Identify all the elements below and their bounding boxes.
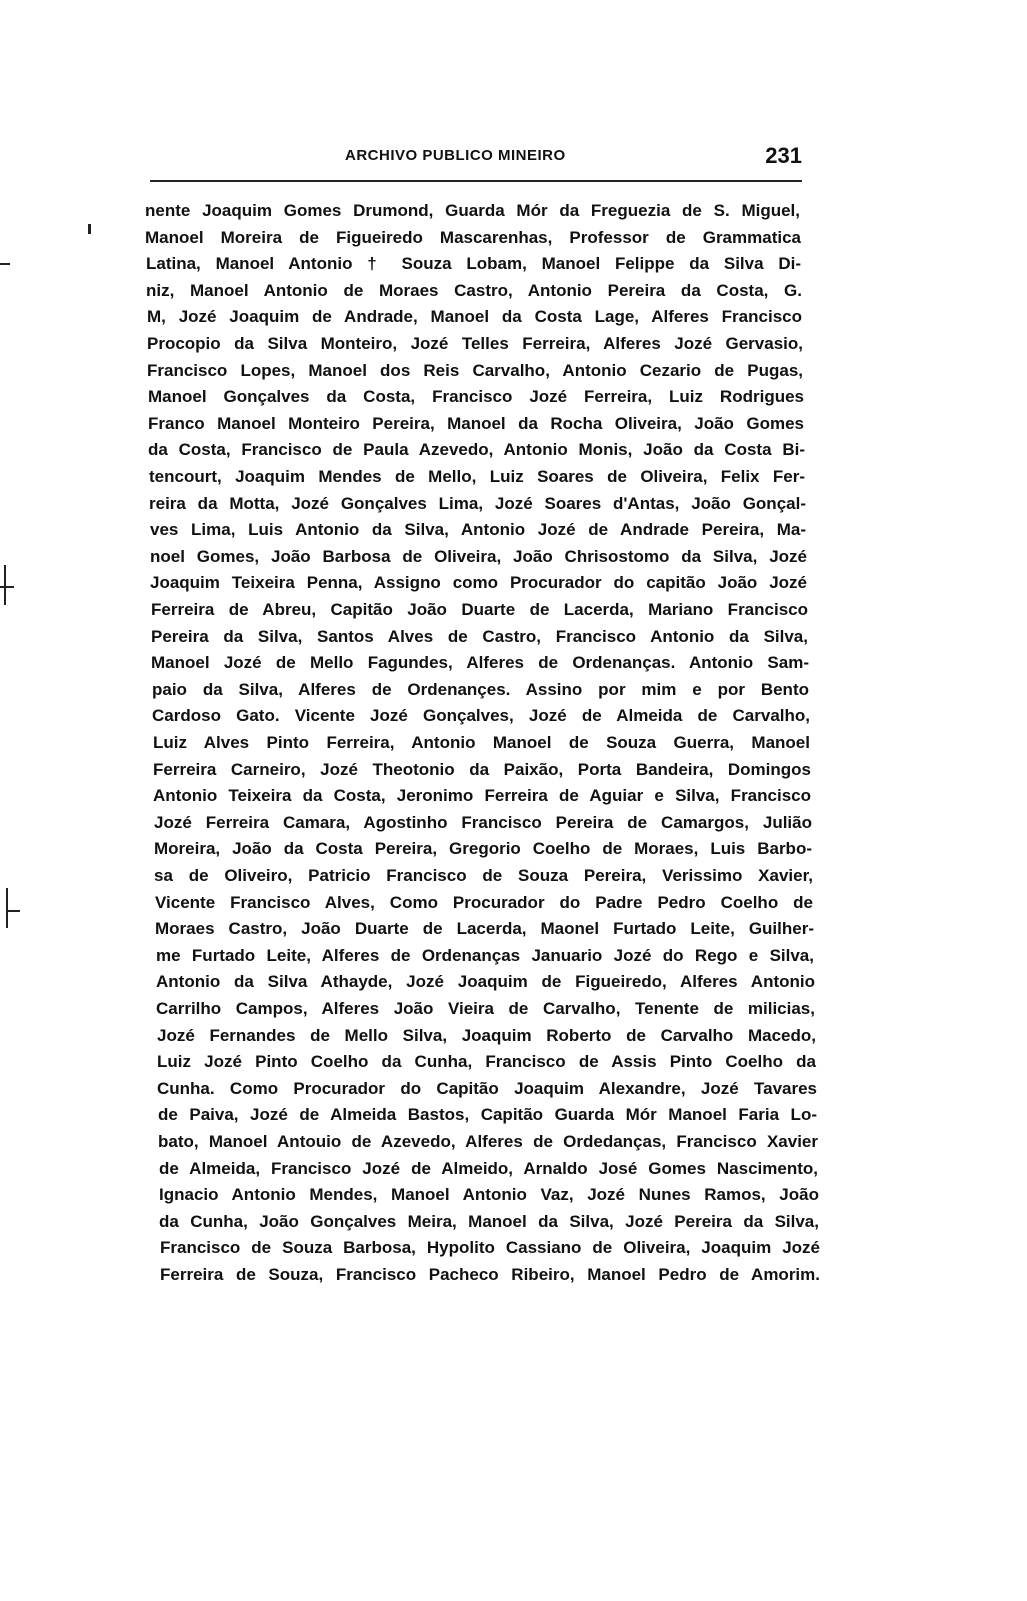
text-line: Ferreira de Souza, Francisco Pacheco Ribeiro, Manoel Pedro de Amorim. [160,1265,820,1284]
text-line: sa de Oliveiro, Patricio Francisco de Souza Pereira, Verissimo Xavier, [154,866,813,885]
text-line: M, Jozé Joaquim de Andrade, Manoel da Costa Lage, Alferes Francisco [147,307,802,327]
text-line: tencourt, Joaquim Mendes de Mello, Luiz Soares de Oliveira, Felix Fer- [149,467,805,486]
text-line: da Cunha, João Gonçalves Meira, Manoel da Silva, Jozé Pereira da Silva, [159,1211,819,1231]
text-line: ves Lima, Luis Antonio da Silva, Antonio Jozé de Andrade Pereira, Ma- [150,520,806,540]
text-line: Carrilho Campos, Alferes João Vieira de Carvalho, Tenente de milicias, [156,999,815,1018]
text-line: nente Joaquim Gomes Drumond, Guarda Mór da Freguezia de S. Miguel, [145,201,800,220]
text-line: Antonio da Silva Athayde, Jozé Joaquim de Figueiredo, Alferes Antonio [156,972,815,992]
text-line: Vicente Francisco Alves, Como Procurador do Padre Pedro Coelho de [155,892,813,912]
text-line: Moreira, João da Costa Pereira, Gregorio Coelho de Moraes, Luis Barbo- [154,839,812,859]
running-title: ARCHIVO PUBLICO MINEIRO [345,147,566,164]
text-line: da Costa, Francisco de Paula Azevedo, Antonio Monis, João da Costa Bi- [148,440,805,460]
text-line: Cunha. Como Procurador do Capitão Joaquim Alexandre, Jozé Tavares [157,1078,817,1098]
margin-mark [6,888,8,928]
text-line: Cardoso Gato. Vicente Jozé Gonçalves, Jozé de Almeida de Carvalho, [152,706,810,726]
text-line: Procopio da Silva Monteiro, Jozé Telles Ferreira, Alferes Jozé Gervasio, [147,334,803,353]
text-line: reira da Motta, Jozé Gonçalves Lima, Jozé Soares d'Antas, João Gonçal- [149,493,806,513]
text-line: Latina, Manoel Antonio † Souza Lobam, Manoel Felippe da Silva Di- [146,254,801,274]
text-line: Ferreira Carneiro, Jozé Theotonio da Paixão, Porta Bandeira, Domingos [153,759,811,779]
margin-mark [6,910,20,912]
text-line: Manoel Moreira de Figueiredo Mascarenhas, Professor de Grammatica [145,227,801,247]
margin-mark [88,224,91,234]
text-line: Jozé Fernandes de Mello Silva, Joaquim Roberto de Carvalho Macedo, [157,1025,816,1045]
text-line: niz, Manoel Antonio de Moraes Castro, Antonio Pereira da Costa, G. [146,280,802,300]
header-rule [150,180,802,182]
margin-mark [0,586,14,588]
text-line: Ferreira de Abreu, Capitão João Duarte de Lacerda, Mariano Francisco [151,600,808,619]
text-line: paio da Silva, Alferes de Ordenançes. Assino por mim e por Bento [152,679,809,699]
text-line: Manoel Jozé de Mello Fagundes, Alferes de Ordenanças. Antonio Sam- [151,653,809,673]
text-line: Jozé Ferreira Camara, Agostinho Francisco Pereira de Camargos, Julião [154,812,812,832]
text-line: Francisco Lopes, Manoel dos Reis Carvalho, Antonio Cezario de Pugas, [147,360,803,380]
text-line: Pereira da Silva, Santos Alves de Castro, Francisco Antonio da Silva, [151,626,808,646]
margin-mark [4,565,6,605]
text-line: Joaquim Teixeira Penna, Assigno como Procurador do capitão João Jozé [150,573,807,593]
margin-mark [0,263,10,265]
text-line: me Furtado Leite, Alferes de Ordenanças Januario Jozé do Rego e Silva, [156,945,814,965]
text-line: Moraes Castro, João Duarte de Lacerda, Maonel Furtado Leite, Guilher- [155,919,814,939]
page-header [150,143,802,179]
text-line: Francisco de Souza Barbosa, Hypolito Cassiano de Oliveira, Joaquim Jozé [160,1238,820,1258]
text-line: de Paiva, Jozé de Almeida Bastos, Capitão Guarda Mór Manoel Faria Lo- [158,1105,817,1125]
text-line: noel Gomes, João Barbosa de Oliveira, João Chrisostomo da Silva, Jozé [150,546,807,566]
text-line: Franco Manoel Monteiro Pereira, Manoel da Rocha Oliveira, João Gomes [148,413,804,433]
text-line: Luiz Jozé Pinto Coelho da Cunha, Francisco de Assis Pinto Coelho da [157,1052,816,1072]
text-line: Manoel Gonçalves da Costa, Francisco Jozé Ferreira, Luiz Rodrigues [148,387,804,407]
text-line: Ignacio Antonio Mendes, Manoel Antonio Vaz, Jozé Nunes Ramos, João [159,1185,819,1205]
text-line: bato, Manoel Antouio de Azevedo, Alferes de Ordedanças, Francisco Xavier [158,1132,818,1151]
text-line: Antonio Teixeira da Costa, Jeronimo Ferreira de Aguiar e Silva, Francisco [153,786,811,806]
page-number: 231 [765,143,802,168]
text-line: de Almeida, Francisco Jozé de Almeido, Arnaldo José Gomes Nascimento, [159,1158,818,1178]
text-line: Luiz Alves Pinto Ferreira, Antonio Manoel de Souza Guerra, Manoel [153,733,810,752]
